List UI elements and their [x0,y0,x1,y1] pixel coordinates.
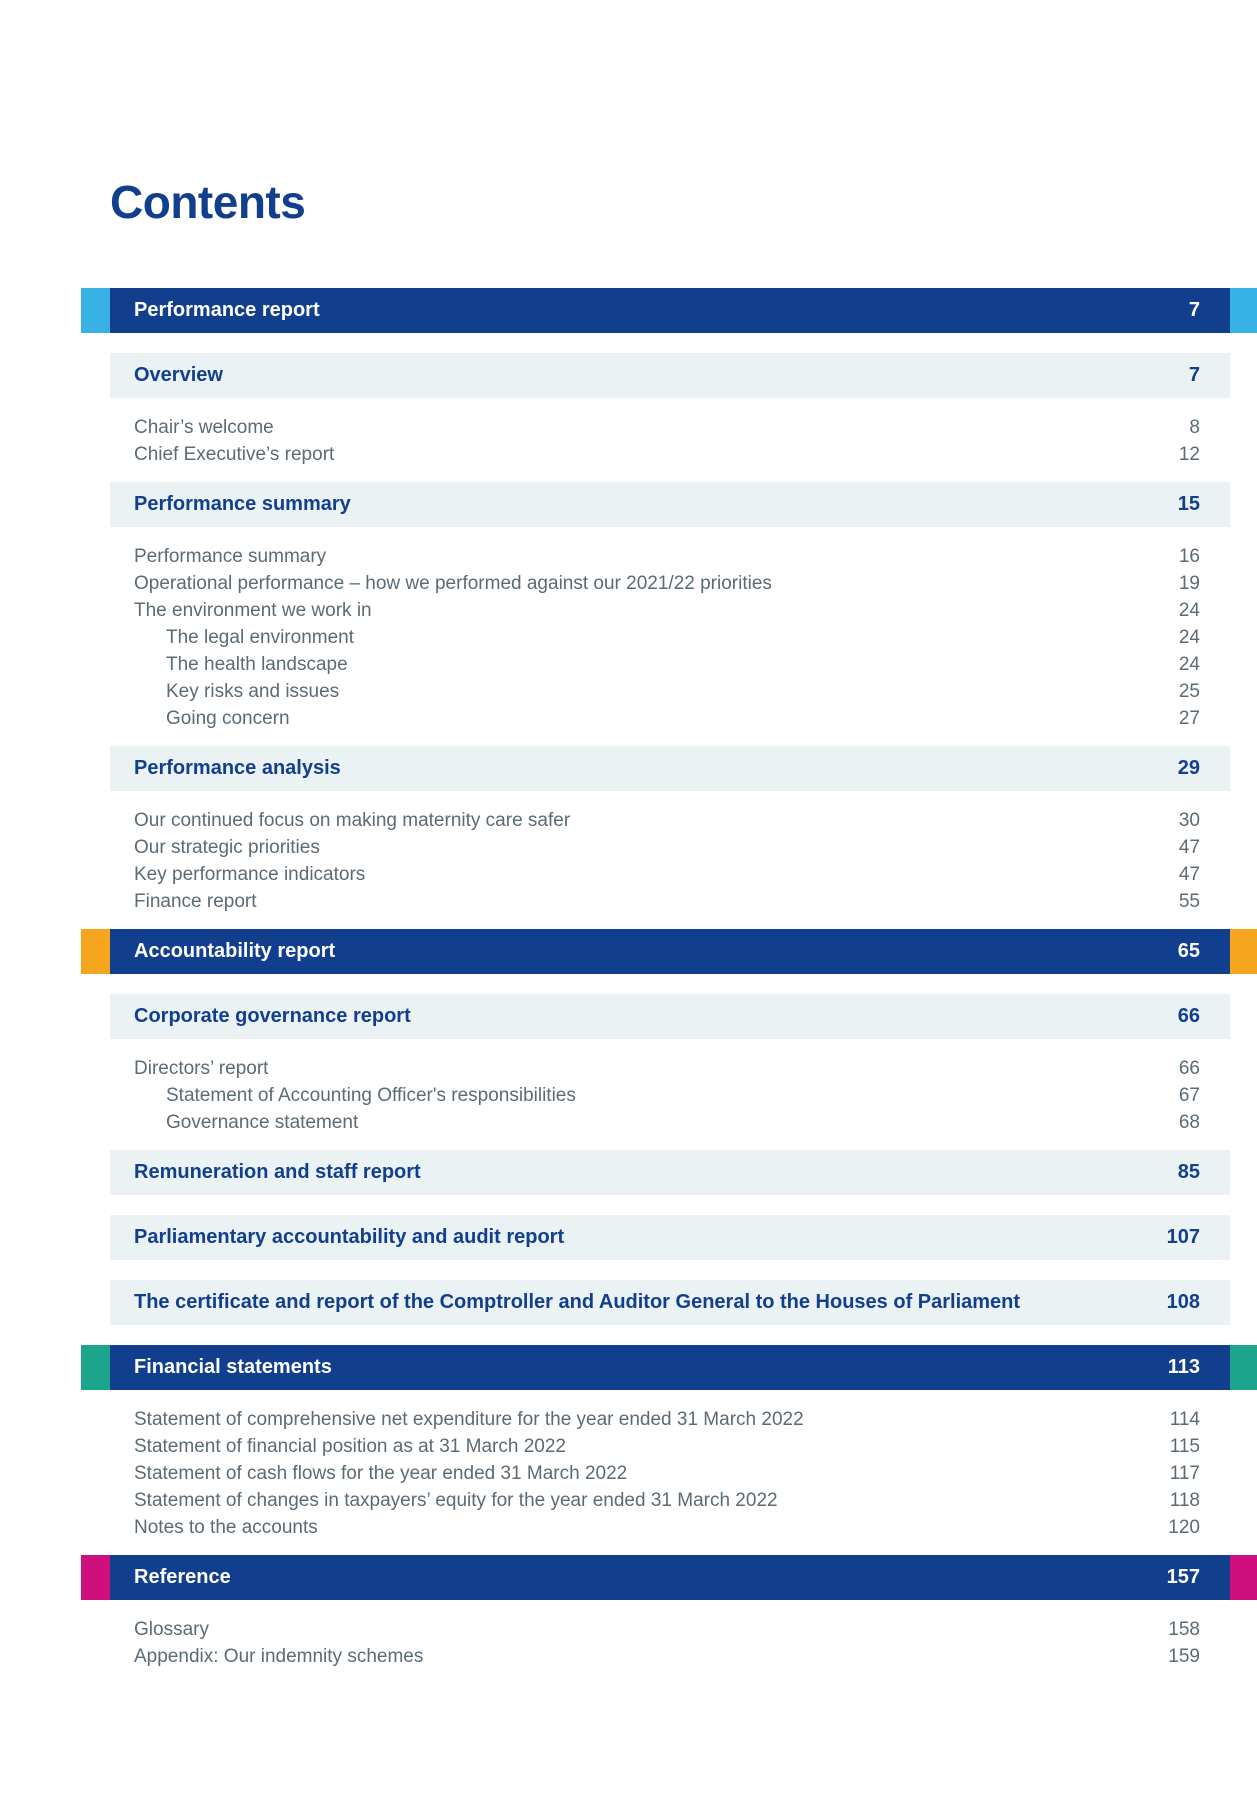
entry-group [0,1055,1257,1136]
toc-row [0,1460,1257,1487]
toc-row [0,1433,1257,1460]
toc-row [0,834,1257,861]
accent-right-magenta [1230,1555,1257,1600]
subsection-bar-corporate-governance [81,994,1257,1039]
spacer [81,1280,110,1325]
subsection-bar-body [110,1215,1230,1260]
toc-page-number: 25 [1178,681,1200,702]
spacer [1230,353,1257,398]
section-bar-accountability-report [81,929,1257,974]
section-bar-body [110,1555,1230,1600]
toc-label: Governance statement [166,1112,359,1133]
section-bar-performance-report [81,288,1257,333]
toc-row [0,1109,1257,1136]
subsection-page-number: 108 [1166,1291,1200,1313]
toc-label: Going concern [166,708,290,729]
toc-label: The health landscape [166,654,348,675]
subsection-bar-performance-analysis [81,746,1257,791]
accent-left-orange [81,929,110,974]
subsection-bar-certificate [81,1280,1257,1325]
toc-label: Notes to the accounts [134,1517,318,1538]
toc-label: Chair’s welcome [134,417,274,438]
toc-label: Statement of changes in taxpayers’ equity for the year ended 31 March 2022 [134,1490,778,1511]
section-bar-body [110,288,1230,333]
toc-label: The environment we work in [134,600,372,621]
toc-label: Finance report [134,891,257,912]
entry-group [0,414,1257,468]
accent-left-teal [81,1345,110,1390]
subsection-page-number: 15 [1177,493,1200,515]
section-bar-financial-statements [81,1345,1257,1390]
section-page-number: 157 [1166,1566,1200,1588]
toc-row [0,1487,1257,1514]
subsection-bar-body [110,1280,1230,1325]
toc-label: Performance summary [134,546,327,567]
toc-page-number: 159 [1168,1646,1200,1667]
spacer [1230,746,1257,791]
subsection-page-number: 107 [1166,1226,1200,1248]
toc-row [0,1514,1257,1541]
subsection-bar-body [110,994,1230,1039]
subsection-bar-remuneration [81,1150,1257,1195]
toc-label: Appendix: Our indemnity schemes [134,1646,424,1667]
toc-row [0,570,1257,597]
toc-page-number: 47 [1178,864,1200,885]
subsection-bar-body [110,746,1230,791]
toc-row [0,1643,1257,1670]
toc-page-number: 24 [1178,600,1200,621]
subsection-bar-body [110,1150,1230,1195]
accent-left-magenta [81,1555,110,1600]
subsection-label: Parliamentary accountability and audit report [134,1226,565,1248]
spacer [1230,1215,1257,1260]
toc-row [0,543,1257,570]
section-label: Accountability report [134,940,336,962]
toc-page-number: 120 [1168,1517,1200,1538]
toc-row [0,678,1257,705]
spacer [1230,1150,1257,1195]
toc-page-number: 19 [1178,573,1200,594]
accent-right-teal [1230,1345,1257,1390]
accent-right-cyan [1230,288,1257,333]
toc-label: Our continued focus on making maternity care safer [134,810,571,831]
subsection-label: Corporate governance report [134,1005,411,1027]
subsection-label: Performance summary [134,493,351,515]
section-bar-body [110,929,1230,974]
toc-page-number: 67 [1178,1085,1200,1106]
spacer [81,746,110,791]
entry-group [0,1616,1257,1670]
subsection-bar-body [110,482,1230,527]
entry-group [0,1406,1257,1541]
subsection-page-number: 7 [1188,364,1200,386]
subsection-bar-overview [81,353,1257,398]
entry-group [0,807,1257,915]
subsection-page-number: 29 [1177,757,1200,779]
spacer [81,482,110,527]
spacer [81,353,110,398]
toc-label: Key risks and issues [166,681,340,702]
toc-label: Operational performance – how we performed against our 2021/22 priorities [134,573,772,594]
subsection-label: Overview [134,364,223,386]
toc-row [0,1406,1257,1433]
toc-row [0,888,1257,915]
spacer [1230,1280,1257,1325]
section-label: Reference [134,1566,231,1588]
page-title: Contents [110,176,306,228]
spacer [1230,994,1257,1039]
toc-label: Directors’ report [134,1058,269,1079]
toc-page-number: 114 [1169,1409,1200,1430]
toc-page-number: 158 [1168,1619,1200,1640]
toc-row [0,651,1257,678]
toc-row [0,441,1257,468]
toc-label: Statement of financial position as at 31 March 2022 [134,1436,566,1457]
toc-page-number: 117 [1169,1463,1200,1484]
subsection-bar-body [110,353,1230,398]
toc-page-number: 47 [1178,837,1200,858]
accent-right-orange [1230,929,1257,974]
toc-page-number: 16 [1178,546,1200,567]
toc-label: The legal environment [166,627,354,648]
toc-row [0,624,1257,651]
subsection-page-number: 66 [1177,1005,1200,1027]
subsection-label: Performance analysis [134,757,341,779]
toc-page-number: 55 [1178,891,1200,912]
spacer [81,1150,110,1195]
toc-page-number: 27 [1178,708,1200,729]
toc-row [0,597,1257,624]
section-label: Performance report [134,299,320,321]
toc-label: Chief Executive’s report [134,444,335,465]
toc-row [0,705,1257,732]
toc-page-number: 8 [1189,417,1200,438]
toc-row [0,414,1257,441]
toc-page-number: 115 [1169,1436,1200,1457]
toc-page-number: 12 [1178,444,1200,465]
toc-row [0,1082,1257,1109]
entry-group [0,543,1257,732]
toc-label: Statement of comprehensive net expenditure for the year ended 31 March 2022 [134,1409,804,1430]
spacer [1230,482,1257,527]
spacer [81,1215,110,1260]
toc-page-number: 24 [1178,654,1200,675]
section-page-number: 113 [1167,1356,1200,1378]
toc-row [0,1616,1257,1643]
toc-row [0,807,1257,834]
subsection-bar-performance-summary [81,482,1257,527]
toc-label: Statement of cash flows for the year ended 31 March 2022 [134,1463,628,1484]
toc-page-number: 30 [1178,810,1200,831]
toc-page-number: 66 [1178,1058,1200,1079]
spacer [81,994,110,1039]
toc-page-number: 118 [1169,1490,1200,1511]
subsection-bar-parliamentary [81,1215,1257,1260]
toc-page-number: 24 [1178,627,1200,648]
section-page-number: 65 [1177,940,1200,962]
toc-label: Glossary [134,1619,209,1640]
toc-label: Our strategic priorities [134,837,320,858]
toc-row [0,861,1257,888]
section-page-number: 7 [1188,299,1200,321]
section-label: Financial statements [134,1356,332,1378]
toc-page-number: 68 [1178,1112,1200,1133]
subsection-label: The certificate and report of the Comptroller and Auditor General to the Houses of Parliament [134,1291,1021,1313]
toc-row [0,1055,1257,1082]
section-bar-reference [81,1555,1257,1600]
subsection-label: Remuneration and staff report [134,1161,421,1183]
toc-label: Statement of Accounting Officer's responsibilities [166,1085,576,1106]
accent-left-cyan [81,288,110,333]
section-bar-body [110,1345,1230,1390]
toc-label: Key performance indicators [134,864,366,885]
subsection-page-number: 85 [1177,1161,1200,1183]
